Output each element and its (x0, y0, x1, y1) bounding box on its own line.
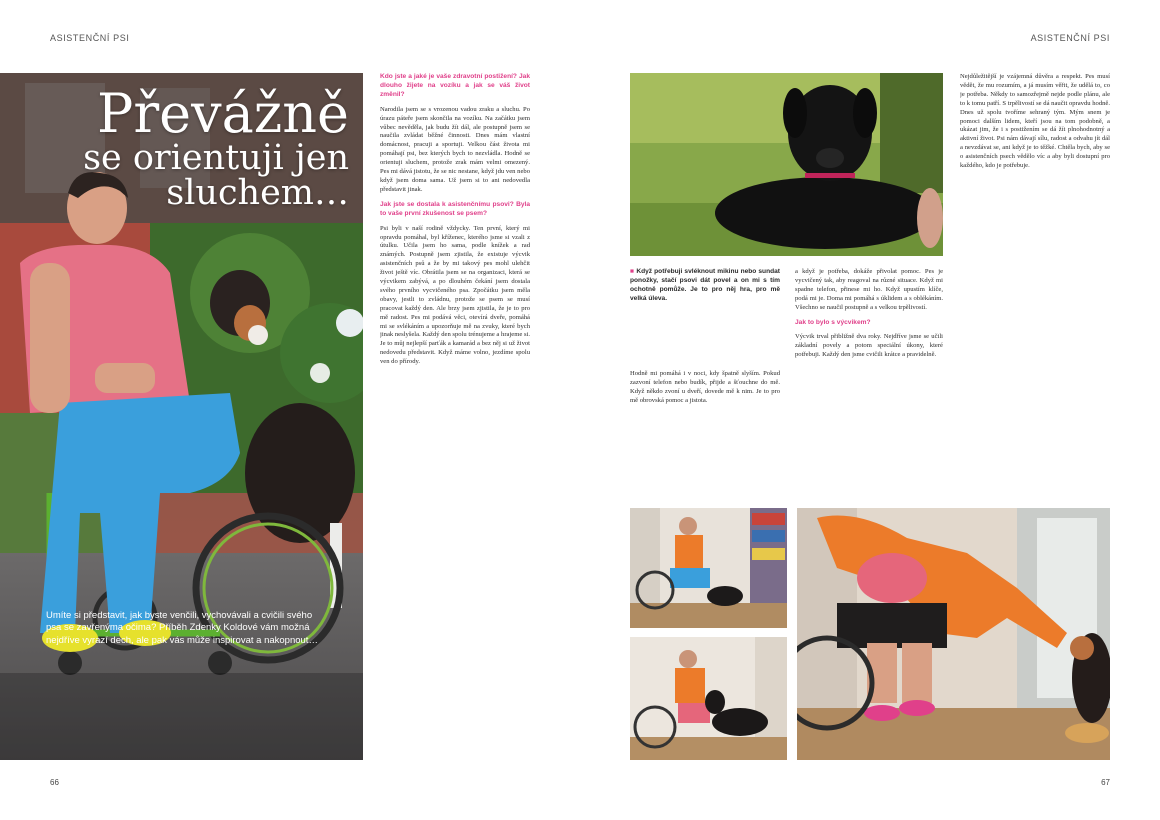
title-line-2: se orientuji jen (83, 138, 349, 178)
article-title (83, 82, 349, 213)
interview-answer: Psi byli v naší rodině vždycky. Ten první, který mi opravdu pomáhal, byl kříženec, kterého jsme si vzali z útulku. Učila jsem ho sama, podle knížek a rad známých. Postupně jsem zjistila, že existuje výcvik asistenčních psů a že by mi takový pes mohl ulehčit život ještě víc. Obrátila jsem se na organizaci, která se výcvikem zabývá, a po dlouhém čekání jsem dostala svého prvního vycvičeného psa. Zpočátku jsem měla obavy, jestli to zvládnu, protože se psem se musí pracovat každý den. Ale brzy jsem zjistila, že je to pro mě radost. Pes mi podává věci, otevírá dveře, pomáhá mi se svlékáním a upozorňuje mě na zvuky, které bych jinak neslyšela. Každý den spolu trénujeme a hrajeme si. Je to můj nejlepší parťák a kamarád a bez něj si už život nedovedu představit. Když máme volno, jezdíme spolu ven do přírody. (380, 224, 530, 366)
interview-answer: Nejdůležitější je vzájemná důvěra a respekt. Pes musí vědět, že mu rozumím, a já musím věřit, že udělá to, co je potřeba. Někdy to samozřejmě nejde podle plánu, ale to k tomu patří. S trpělivostí se dá naučit opravdu hodně. Dnes už spolu tvoříme sehraný tým. Mým snem je pomoci dalším lidem, kteří jsou na tom podobně, a ukázat jim, že i s postižením se dá žít plnohodnotný a aktivní život. Psi nám dávají sílu, radost a odvahu jít dál a nevzdávat se, ani když je to těžké. Chtěla bych, aby se o asistenčních psech vědělo víc a aby byli dostupní pro každého, kdo je potřebuje. (960, 73, 1110, 170)
photo-caption (630, 268, 780, 310)
interview-question: Jak to bylo s výcvikem? (795, 318, 871, 326)
caption-bullet: ■ (630, 268, 635, 275)
hero-photo (0, 73, 363, 760)
interview-question: Kdo jste a jaké je vaše zdravotní postižení? Jak dlouho žijete na vozíku a jak se váš život změnil? (380, 73, 530, 98)
article-column-3 (795, 268, 943, 492)
photo-undressing-illustration (797, 508, 1110, 760)
interview-answer: Narodila jsem se s vrozenou vadou zraku a sluchu. Po úrazu páteře jsem skončila na vozíku. Na začátku jsem vůbec nevěděla, jak budu žít dál, ale postupně jsem se naučila zvládat běžné činnosti. Dnes mám vlastní domácnost, pracuji a sportuji. Velkou část života mi pomáhají psi, bez kterých bych to nezvládla. Hodně se orientuji sluchem, protože zrak mám velmi omezený. Pes mi dává jistotu, že se nic nestane, když jdu ven nebo když jsem doma sama. Už jsem si to ani nedovedla představit jinak. (380, 105, 530, 193)
article-column-1 (380, 73, 530, 761)
article-column-4 (960, 73, 1110, 492)
photo-room-2-illustration (630, 637, 787, 760)
article-lead: Umíte si představit, jak byste venčili, vychovávali a cvičili svého psa se zavřenýma očima? Příběh Zdenky Koldové vám možná nejdříve vyrazí dech, ale pak vás může inspirovat a nakopnout… (46, 610, 318, 646)
caption-body: Když potřebuji svléknout mikinu nebo sundat ponožky, stačí psovi dát povel a on mi s tím ochotně pomůže. Je to pro něj hra, pro mě velká úleva. (630, 268, 781, 302)
running-head-right: ASISTENČNÍ PSI (1030, 33, 1110, 43)
photo-undressing (797, 508, 1110, 760)
running-head-left: ASISTENČNÍ PSI (50, 33, 130, 43)
photo-room-1-illustration (630, 508, 787, 628)
page-number-right: 67 (1101, 778, 1110, 787)
page-number-left: 66 (50, 778, 59, 787)
interview-answer: Výcvik trval přibližně dva roky. Nejdříve jsme se učili základní povely a potom speciální úkony, které potřebuji. Každý den jsme cvičili krátce a pravidelně. (795, 333, 943, 359)
title-line-1: Převážně (97, 82, 349, 145)
interview-answer: Hodně mi pomáhá i v noci, kdy špatně slyším. Pokud zazvoní telefon nebo budík, přijde a šťouchne do mě. Když někdo zvoní u dveří, dovede mě k nim. Je to pro mě obrovská pomoc a jistota. (630, 370, 780, 404)
caption-text (630, 268, 780, 304)
interview-answer: a když je potřeba, dokáže přivolat pomoc. Pes je vycvičený tak, aby reagoval na různé situace. Když mi spadne telefon, přinese mi ho. Když upustím klíče, podá mi je. Doma mi pomáhá s úklidem a s oblékáním. Všechno se naučil postupně a s velkou trpělivostí. (795, 268, 943, 311)
title-line-3: sluchem… (166, 173, 349, 213)
photo-room-1 (630, 508, 787, 628)
interview-question: Jak jste se dostala k asistenčnímu psovi? Byla to vaše první zkušenost se psem? (380, 200, 530, 217)
photo-room-2 (630, 637, 787, 760)
dog-photo (630, 73, 943, 256)
dog-photo-illustration (630, 73, 943, 256)
article-column-2 (630, 370, 780, 492)
